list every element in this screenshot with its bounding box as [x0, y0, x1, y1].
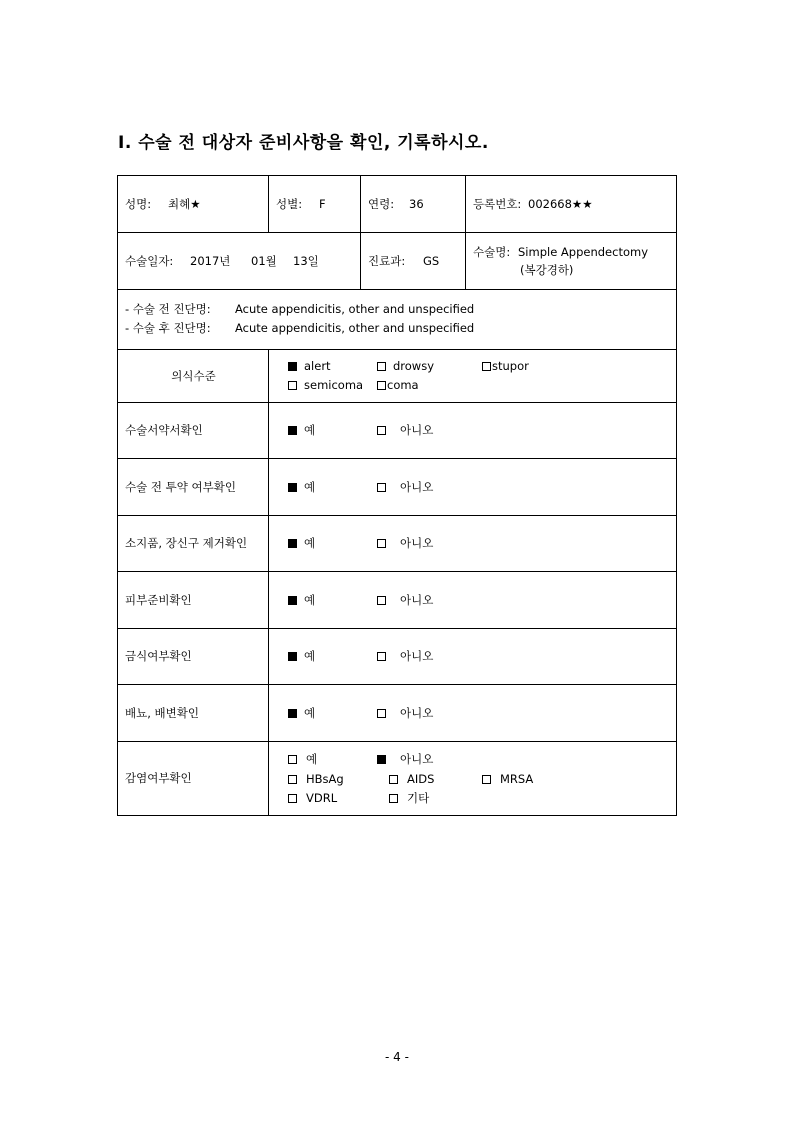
option-other[interactable]: 기타 [389, 791, 429, 805]
infection-yes-option[interactable]: 예 [288, 752, 317, 766]
checkbox-checked-icon[interactable] [288, 483, 297, 492]
infection-no-option[interactable]: 아니오 [377, 752, 433, 766]
diagnosis-row [118, 290, 676, 350]
reg-cell [466, 176, 676, 232]
infection-row [118, 742, 676, 815]
dept-cell [361, 233, 466, 289]
date-label: 수술일자: [125, 254, 174, 268]
checkbox-checked-icon[interactable] [288, 539, 297, 548]
checkbox-icon[interactable] [389, 794, 398, 803]
checkbox-icon[interactable] [288, 775, 297, 784]
option-mrsa[interactable]: MRSA [482, 772, 533, 786]
op-value-kr: (복강경하) [520, 263, 574, 277]
checkbox-icon[interactable] [288, 755, 297, 764]
consciousness-label: 의식수준 [171, 369, 216, 383]
op-label: 수술명: [473, 245, 511, 259]
checkbox-icon[interactable] [482, 362, 491, 371]
check-label: 피부준비확인 [125, 593, 192, 607]
check-row [118, 459, 676, 516]
no-option[interactable]: 아니오 [377, 536, 433, 550]
dept-label: 진료과: [368, 254, 406, 268]
preop-checklist-form [117, 175, 677, 816]
infection-label: 감염여부확인 [125, 771, 192, 785]
checkbox-icon[interactable] [377, 709, 386, 718]
sex-cell [269, 176, 361, 232]
checkbox-icon[interactable] [377, 362, 386, 371]
reg-label: 등록번호: [473, 197, 522, 211]
check-label: 수술 전 투약 여부확인 [125, 480, 236, 494]
checkbox-checked-icon[interactable] [288, 596, 297, 605]
post-diagnosis-value: Acute appendicitis, other and unspecified [235, 321, 475, 335]
patient-info-row [118, 176, 676, 233]
option-coma[interactable]: coma [377, 378, 419, 392]
page-number: - 4 - [385, 1050, 409, 1064]
checkbox-checked-icon[interactable] [288, 426, 297, 435]
age-cell [361, 176, 466, 232]
age-label: 연령: [368, 197, 395, 211]
op-cell [466, 233, 676, 289]
pre-diagnosis-value: Acute appendicitis, other and unspecified [235, 302, 475, 316]
consciousness-row [118, 350, 676, 403]
yes-option[interactable]: 예 [288, 706, 315, 720]
dept-value: GS [423, 254, 440, 268]
check-label: 금식여부확인 [125, 649, 192, 663]
option-aids[interactable]: AIDS [389, 772, 434, 786]
checkbox-icon[interactable] [288, 381, 297, 390]
check-row [118, 516, 676, 572]
checkbox-icon[interactable] [377, 539, 386, 548]
checkbox-icon[interactable] [377, 426, 386, 435]
option-semicoma[interactable]: semicoma [288, 378, 363, 392]
no-option[interactable]: 아니오 [377, 480, 433, 494]
checkbox-checked-icon[interactable] [377, 755, 386, 764]
check-label: 소지품, 장신구 제거확인 [125, 536, 248, 550]
check-row [118, 403, 676, 459]
checkbox-icon[interactable] [288, 794, 297, 803]
name-cell [118, 176, 269, 232]
yes-option[interactable]: 예 [288, 423, 315, 437]
check-label-cell [118, 403, 269, 458]
check-label-cell [118, 685, 269, 741]
check-row [118, 629, 676, 685]
checkbox-icon[interactable] [377, 483, 386, 492]
age-value: 36 [409, 197, 424, 211]
yes-option[interactable]: 예 [288, 480, 315, 494]
check-label: 배뇨, 배변확인 [125, 706, 199, 720]
date-cell [118, 233, 361, 289]
check-label-cell [118, 572, 269, 628]
checkbox-icon[interactable] [377, 381, 386, 390]
option-drowsy[interactable]: drowsy [377, 359, 434, 373]
checkbox-icon[interactable] [377, 596, 386, 605]
check-label-cell [118, 629, 269, 684]
check-label-cell [118, 459, 269, 515]
reg-value: 002668★★ [528, 197, 593, 211]
checkbox-checked-icon[interactable] [288, 709, 297, 718]
yes-option[interactable]: 예 [288, 536, 315, 550]
date-day: 13일 [293, 254, 319, 268]
check-label-cell [118, 516, 269, 571]
infection-label-cell [118, 742, 269, 815]
no-option[interactable]: 아니오 [377, 423, 433, 437]
check-label: 수술서약서확인 [125, 423, 203, 437]
name-label: 성명: [125, 197, 152, 211]
checkbox-icon[interactable] [482, 775, 491, 784]
check-row [118, 685, 676, 742]
date-year: 2017년 [190, 254, 231, 268]
surgery-info-row [118, 233, 676, 290]
post-diagnosis-label: - 수술 후 진단명: [125, 321, 211, 335]
checkbox-checked-icon[interactable] [288, 652, 297, 661]
option-hbsag[interactable]: HBsAg [288, 772, 344, 786]
check-row [118, 572, 676, 629]
sex-value: F [319, 197, 326, 211]
pre-diagnosis-label: - 수술 전 진단명: [125, 302, 211, 316]
checkbox-icon[interactable] [389, 775, 398, 784]
op-value: Simple Appendectomy [518, 245, 649, 259]
yes-option[interactable]: 예 [288, 593, 315, 607]
option-alert[interactable]: alert [288, 359, 331, 373]
sex-label: 성별: [276, 197, 303, 211]
consciousness-label-cell [118, 350, 269, 402]
checkbox-checked-icon[interactable] [288, 362, 297, 371]
consciousness-options [269, 350, 676, 402]
option-vdrl[interactable]: VDRL [288, 791, 337, 805]
name-value: 최혜★ [168, 197, 201, 211]
yes-option[interactable]: 예 [288, 649, 315, 663]
date-month: 01월 [251, 254, 277, 268]
no-option[interactable]: 아니오 [377, 649, 433, 663]
page-title: I. 수술 전 대상자 준비사항을 확인, 기록하시오. [118, 133, 489, 153]
checkbox-icon[interactable] [377, 652, 386, 661]
option-stupor[interactable]: stupor [482, 359, 529, 373]
no-option[interactable]: 아니오 [377, 593, 433, 607]
no-option[interactable]: 아니오 [377, 706, 433, 720]
